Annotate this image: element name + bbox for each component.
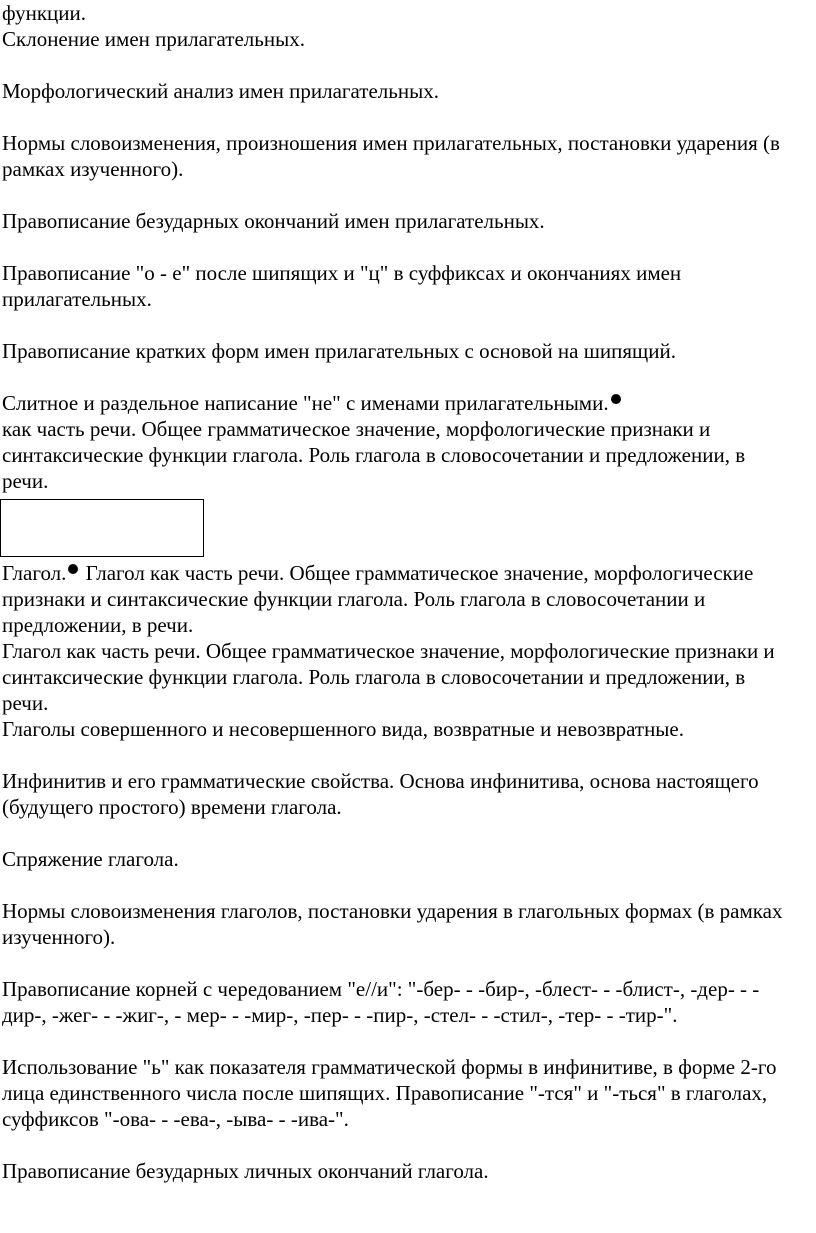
text-line: Глагол как часть речи. Общее грамматическое значение, морфологические признаки и xyxy=(2,639,775,663)
text-line: суффиксов "-ова- - -ева-, -ыва- - -ива-". xyxy=(2,1107,349,1131)
text-line: Правописание кратких форм имен прилагательных с основой на шипящий. xyxy=(2,339,676,363)
text-line: Нормы словоизменения глаголов, постановки ударения в глагольных формах (в рамках xyxy=(2,899,783,923)
blank-line xyxy=(2,312,814,338)
text-line xyxy=(2,390,814,416)
text-span: Слитное и раздельное написание "не" с именами прилагательными. xyxy=(2,391,609,415)
text-line: прилагательных. xyxy=(2,287,152,311)
blank-line xyxy=(2,52,814,78)
text-line: дир-, -жег- - -жиг-, - мер- - -мир-, -пер- - -пир-, -стел- - -стил-, -тер- - -тир-". xyxy=(2,1003,678,1027)
blank-line xyxy=(2,104,814,130)
text-line: как часть речи. Общее грамматическое значение, морфологические признаки и xyxy=(2,417,711,441)
blank-line xyxy=(2,950,814,976)
blank-line xyxy=(2,1132,814,1158)
text-line: речи. xyxy=(2,469,49,493)
empty-box xyxy=(0,499,204,557)
text-line: синтаксические функции глагола. Роль глагола в словосочетании и предложении, в xyxy=(2,665,746,689)
bullet-icon xyxy=(611,394,621,404)
blank-line xyxy=(2,872,814,898)
text-span: Глагол как часть речи. Общее грамматическое значение, морфологические xyxy=(80,561,754,585)
blank-line xyxy=(2,742,814,768)
text-line: (будущего простого) времени глагола. xyxy=(2,795,342,819)
text-line: Использование "ь" как показателя грамматической формы в инфинитиве, в форме 2-го xyxy=(2,1055,777,1079)
text-line: лица единственного числа после шипящих. Правописание "-тся" и "-ться" в глаголах, xyxy=(2,1081,768,1105)
text-line: Глаголы совершенного и несовершенного вида, возвратные и невозвратные. xyxy=(2,717,684,741)
text-line: предложении, в речи. xyxy=(2,613,194,637)
bullet-icon xyxy=(68,564,78,574)
text-line: Правописание безударных окончаний имен прилагательных. xyxy=(2,209,545,233)
text-line: речи. xyxy=(2,691,49,715)
text-line: Нормы словоизменения, произношения имен прилагательных, постановки ударения (в xyxy=(2,131,780,155)
text-line: Склонение имен прилагательных. xyxy=(2,27,305,51)
text-line: Морфологический анализ имен прилагательных. xyxy=(2,79,439,103)
text-line xyxy=(2,560,814,586)
blank-line xyxy=(2,1028,814,1054)
text-line: Правописание безударных личных окончаний глагола. xyxy=(2,1159,489,1183)
text-line: Правописание корней с чередованием "е//и": "-бер- - -бир-, -блест- - -блист-, -дер- - - xyxy=(2,977,760,1001)
text-line: признаки и синтаксические функции глагола. Роль глагола в словосочетании и xyxy=(2,587,706,611)
text-line: Правописание "о - е" после шипящих и "ц" в суффиксах и окончаниях имен xyxy=(2,261,682,285)
blank-line xyxy=(2,820,814,846)
text-line: изученного). xyxy=(2,925,116,949)
text-line: синтаксические функции глагола. Роль глагола в словосочетании и предложении, в xyxy=(2,443,746,467)
text-line: Инфинитив и его грамматические свойства. Основа инфинитива, основа настоящего xyxy=(2,769,759,793)
text-line: Спряжение глагола. xyxy=(2,847,179,871)
text-line: рамках изученного). xyxy=(2,157,184,181)
blank-line xyxy=(2,234,814,260)
blank-line xyxy=(2,182,814,208)
text-line: функции. xyxy=(2,1,86,25)
text-span: Глагол. xyxy=(2,561,67,585)
blank-line xyxy=(2,364,814,390)
